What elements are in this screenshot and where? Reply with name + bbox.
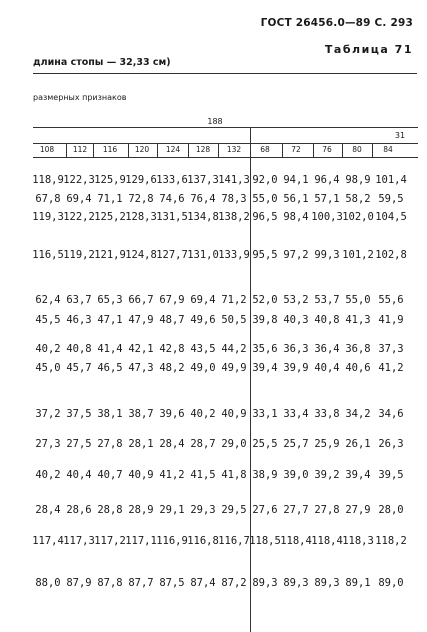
- table-cell: 40,6: [345, 362, 371, 374]
- table-cell: 38,7: [128, 408, 154, 420]
- table-cell: 74,6: [159, 193, 185, 205]
- table-cell: 101,4: [375, 174, 407, 186]
- table-cell: 36,3: [283, 343, 309, 355]
- table-cell: 27,9: [345, 504, 371, 516]
- table-cell: 129,6: [125, 174, 157, 186]
- table-row: [33, 193, 423, 206]
- table-cell: 28,8: [97, 504, 123, 516]
- table-cell: 39,2: [314, 469, 340, 481]
- table-cell: 117,2: [94, 535, 126, 547]
- table-row: [33, 504, 423, 517]
- table-cell: 40,2: [190, 408, 216, 420]
- table-row: [33, 362, 423, 375]
- table-cell: 49,0: [190, 362, 216, 374]
- table-cell: 44,2: [221, 343, 247, 355]
- col-header: 84: [383, 145, 393, 154]
- table-cell: 40,9: [221, 408, 247, 420]
- table-cell: 50,5: [221, 314, 247, 326]
- table-row: [33, 294, 423, 307]
- table-cell: 29,5: [221, 504, 247, 516]
- table-cell: 56,1: [283, 193, 309, 205]
- table-cell: 65,3: [97, 294, 123, 306]
- table-cell: 42,8: [159, 343, 185, 355]
- group-label-31: 31: [394, 131, 406, 140]
- table-cell: 67,8: [35, 193, 61, 205]
- table-cell: 40,2: [35, 343, 61, 355]
- table-cell: 40,4: [314, 362, 340, 374]
- table-cell: 133,6: [156, 174, 188, 186]
- table-cell: 92,0: [252, 174, 278, 186]
- col-header: 76: [322, 145, 332, 154]
- table-cell: 138,2: [218, 211, 250, 223]
- table-cell: 39,8: [252, 314, 278, 326]
- table-cell: 33,8: [314, 408, 340, 420]
- col-header: 80: [352, 145, 362, 154]
- col-header: 120: [134, 145, 150, 154]
- gost-header: ГОСТ 26456.0—89 С. 293: [260, 17, 413, 29]
- table-cell: 128,3: [125, 211, 157, 223]
- col-header: 68: [260, 145, 270, 154]
- table-cell: 45,5: [35, 314, 61, 326]
- table-cell: 67,9: [159, 294, 185, 306]
- table-cell: 102,0: [342, 211, 374, 223]
- table-cell: 89,3: [283, 577, 309, 589]
- table-cell: 119,3: [32, 211, 64, 223]
- table-cell: 55,0: [252, 193, 278, 205]
- col-header: 108: [39, 145, 55, 154]
- table-cell: 122,3: [63, 174, 95, 186]
- features-label: размерных признаков: [33, 93, 127, 102]
- table-cell: 116,7: [218, 535, 250, 547]
- table-cell: 101,2: [342, 249, 374, 261]
- table-cell: 25,7: [283, 438, 309, 450]
- table-cell: 125,2: [94, 211, 126, 223]
- table-cell: 87,7: [128, 577, 154, 589]
- table-cell: 134,8: [187, 211, 219, 223]
- header-bottom-rule: [33, 157, 418, 158]
- table-cell: 27,3: [35, 438, 61, 450]
- table-cell: 41,2: [378, 362, 404, 374]
- table-cell: 95,5: [252, 249, 278, 261]
- table-cell: 141,3: [218, 174, 250, 186]
- table-cell: 53,2: [283, 294, 309, 306]
- table-cell: 49,9: [221, 362, 247, 374]
- table-cell: 37,5: [66, 408, 92, 420]
- table-cell: 40,8: [314, 314, 340, 326]
- table-cell: 118,9: [32, 174, 64, 186]
- table-cell: 53,7: [314, 294, 340, 306]
- table-cell: 26,3: [378, 438, 404, 450]
- table-cell: 28,4: [159, 438, 185, 450]
- table-cell: 47,9: [128, 314, 154, 326]
- table-cell: 47,1: [97, 314, 123, 326]
- table-cell: 28,7: [190, 438, 216, 450]
- table-cell: 118,4: [280, 535, 312, 547]
- table-cell: 87,4: [190, 577, 216, 589]
- table-cell: 39,0: [283, 469, 309, 481]
- table-cell: 27,7: [283, 504, 309, 516]
- table-row: [33, 577, 423, 590]
- table-cell: 127,7: [156, 249, 188, 261]
- table-top-rule: [33, 127, 418, 128]
- table-cell: 118,2: [375, 535, 407, 547]
- table-cell: 96,4: [314, 174, 340, 186]
- table-cell: 62,4: [35, 294, 61, 306]
- table-cell: 124,8: [125, 249, 157, 261]
- table-cell: 117,4: [32, 535, 64, 547]
- table-cell: 119,2: [63, 249, 95, 261]
- table-cell: 98,9: [345, 174, 371, 186]
- table-cell: 63,7: [66, 294, 92, 306]
- table-cell: 94,1: [283, 174, 309, 186]
- col-header: 124: [165, 145, 181, 154]
- table-cell: 36,8: [345, 343, 371, 355]
- table-cell: 57,1: [314, 193, 340, 205]
- table-cell: 88,0: [35, 577, 61, 589]
- table-row: [33, 469, 423, 482]
- table-cell: 87,2: [221, 577, 247, 589]
- table-cell: 41,3: [345, 314, 371, 326]
- table-cell: 137,3: [187, 174, 219, 186]
- table-cell: 117,1: [125, 535, 157, 547]
- table-cell: 100,3: [311, 211, 343, 223]
- table-cell: 40,9: [128, 469, 154, 481]
- col-header: 112: [72, 145, 88, 154]
- table-cell: 28,6: [66, 504, 92, 516]
- table-cell: 71,1: [97, 193, 123, 205]
- table-cell: 38,9: [252, 469, 278, 481]
- table-cell: 28,9: [128, 504, 154, 516]
- table-cell: 39,6: [159, 408, 185, 420]
- subtitle-rule: [33, 73, 417, 74]
- table-row: [33, 343, 423, 356]
- table-cell: 28,0: [378, 504, 404, 516]
- table-cell: 38,1: [97, 408, 123, 420]
- table-cell: 76,4: [190, 193, 216, 205]
- table-cell: 41,8: [221, 469, 247, 481]
- table-cell: 37,3: [378, 343, 404, 355]
- table-row: [33, 211, 423, 224]
- table-cell: 55,6: [378, 294, 404, 306]
- table-cell: 34,6: [378, 408, 404, 420]
- table-cell: 34,2: [345, 408, 371, 420]
- table-cell: 45,7: [66, 362, 92, 374]
- table-cell: 27,6: [252, 504, 278, 516]
- table-cell: 27,5: [66, 438, 92, 450]
- table-cell: 89,0: [378, 577, 404, 589]
- table-cell: 69,4: [190, 294, 216, 306]
- table-cell: 78,3: [221, 193, 247, 205]
- table-cell: 122,2: [63, 211, 95, 223]
- table-cell: 133,9: [218, 249, 250, 261]
- table-subtitle: длина стопы — 32,33 см): [33, 57, 171, 68]
- table-cell: 27,8: [314, 504, 340, 516]
- table-cell: 42,1: [128, 343, 154, 355]
- table-cell: 40,4: [66, 469, 92, 481]
- table-cell: 33,4: [283, 408, 309, 420]
- table-cell: 49,6: [190, 314, 216, 326]
- table-cell: 99,3: [314, 249, 340, 261]
- table-cell: 28,4: [35, 504, 61, 516]
- table-cell: 104,5: [375, 211, 407, 223]
- table-row: [33, 249, 423, 262]
- table-cell: 66,7: [128, 294, 154, 306]
- table-cell: 87,5: [159, 577, 185, 589]
- table-cell: 36,4: [314, 343, 340, 355]
- table-title: Таблица 71: [324, 43, 413, 56]
- table-cell: 40,2: [35, 469, 61, 481]
- table-cell: 39,4: [345, 469, 371, 481]
- table-row: [33, 438, 423, 451]
- table-cell: 39,9: [283, 362, 309, 374]
- col-header: 132: [226, 145, 242, 154]
- table-cell: 41,4: [97, 343, 123, 355]
- table-cell: 46,3: [66, 314, 92, 326]
- table-cell: 37,2: [35, 408, 61, 420]
- table-row: [33, 535, 423, 548]
- table-cell: 41,5: [190, 469, 216, 481]
- table-cell: 46,5: [97, 362, 123, 374]
- table-cell: 69,4: [66, 193, 92, 205]
- group-rule: [33, 143, 418, 144]
- table-row: [33, 174, 423, 187]
- table-cell: 25,9: [314, 438, 340, 450]
- col-header: 116: [102, 145, 118, 154]
- table-cell: 47,3: [128, 362, 154, 374]
- table-cell: 71,2: [221, 294, 247, 306]
- table-cell: 25,5: [252, 438, 278, 450]
- table-cell: 41,2: [159, 469, 185, 481]
- table-cell: 58,2: [345, 193, 371, 205]
- table-cell: 131,5: [156, 211, 188, 223]
- col-header: 128: [195, 145, 211, 154]
- table-cell: 89,1: [345, 577, 371, 589]
- table-cell: 87,8: [97, 577, 123, 589]
- table-cell: 28,1: [128, 438, 154, 450]
- table-cell: 96,5: [252, 211, 278, 223]
- table-row: [33, 314, 423, 327]
- table-cell: 29,1: [159, 504, 185, 516]
- table-cell: 41,9: [378, 314, 404, 326]
- table-cell: 118,5: [249, 535, 281, 547]
- table-cell: 121,9: [94, 249, 126, 261]
- table-cell: 27,8: [97, 438, 123, 450]
- table-cell: 87,9: [66, 577, 92, 589]
- table-cell: 48,2: [159, 362, 185, 374]
- table-cell: 33,1: [252, 408, 278, 420]
- table-cell: 117,3: [63, 535, 95, 547]
- table-cell: 29,0: [221, 438, 247, 450]
- table-cell: 35,6: [252, 343, 278, 355]
- table-cell: 39,5: [378, 469, 404, 481]
- table-cell: 48,7: [159, 314, 185, 326]
- table-cell: 97,2: [283, 249, 309, 261]
- table-cell: 118,3: [342, 535, 374, 547]
- table-cell: 118,4: [311, 535, 343, 547]
- col-header: 72: [291, 145, 301, 154]
- table-cell: 98,4: [283, 211, 309, 223]
- table-cell: 102,8: [375, 249, 407, 261]
- table-cell: 40,3: [283, 314, 309, 326]
- table-cell: 116,9: [156, 535, 188, 547]
- table-cell: 26,1: [345, 438, 371, 450]
- table-cell: 40,8: [66, 343, 92, 355]
- table-cell: 43,5: [190, 343, 216, 355]
- table-cell: 55,0: [345, 294, 371, 306]
- table-cell: 52,0: [252, 294, 278, 306]
- table-cell: 59,5: [378, 193, 404, 205]
- table-cell: 131,0: [187, 249, 219, 261]
- table-cell: 45,0: [35, 362, 61, 374]
- table-row: [33, 408, 423, 421]
- table-cell: 89,3: [314, 577, 340, 589]
- table-cell: 116,8: [187, 535, 219, 547]
- table-cell: 125,9: [94, 174, 126, 186]
- table-cell: 89,3: [252, 577, 278, 589]
- table-cell: 116,5: [32, 249, 64, 261]
- group-label-188: 188: [207, 117, 223, 126]
- table-cell: 39,4: [252, 362, 278, 374]
- table-cell: 29,3: [190, 504, 216, 516]
- table-cell: 40,7: [97, 469, 123, 481]
- table-cell: 72,8: [128, 193, 154, 205]
